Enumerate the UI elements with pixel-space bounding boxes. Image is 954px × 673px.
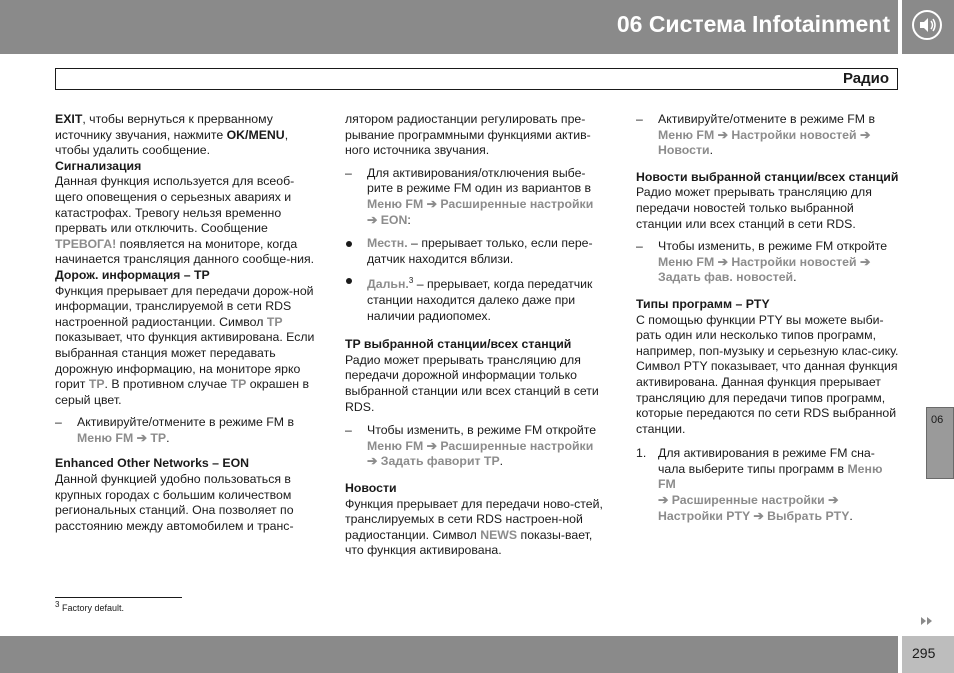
- page-number: 295: [912, 645, 936, 661]
- local-text: – прерывает только, если пере-датчик находится вблизи.: [367, 236, 593, 266]
- alarm-paragraph: [55, 174, 321, 268]
- path-segment: Настройки PTY: [658, 508, 750, 523]
- period: .: [499, 454, 504, 469]
- news-station-menu-path: [658, 255, 902, 286]
- tp-list-text: Активируйте/отмените в режиме FM в: [77, 415, 294, 430]
- arrow-icon: ➔: [426, 196, 437, 211]
- alarm-text-2: появляется на мониторе, когда начинается трансляция данного сообще-ния.: [55, 236, 315, 267]
- news-text-1: Функция прерывает для передачи ново-стей, транслируемых в сети RDS настроен-ной радиостанции. Символ: [345, 496, 603, 542]
- eon-heading: Enhanced Other Networks – EON: [55, 456, 250, 471]
- bullet-marker: [346, 278, 352, 284]
- pty-heading: Типы программ – PTY: [636, 296, 770, 311]
- tp-symbol: TP: [88, 377, 105, 392]
- chapter-tab-label: 06: [931, 414, 944, 426]
- arrow-icon: ➔: [860, 254, 871, 269]
- tp-symbol: TP: [230, 377, 247, 392]
- arrow-icon: ➔: [658, 493, 669, 508]
- tp-list-item: [55, 415, 321, 446]
- news-heading: Новости: [345, 480, 397, 495]
- eon-paragraph: Данной функцией удобно пользоваться в крупных городах с большим количеством региональных станций. Она позволяет по расстоянию между автомобилем и транс-: [55, 472, 294, 533]
- pty-menu-path: [658, 493, 902, 524]
- tp-station-paragraph: Радио может прерывать трансляцию для передачи дорожной информации только выбранной станции или всех станций в сети RDS.: [345, 352, 599, 414]
- speaker-icon: [912, 10, 942, 40]
- header-icon-box: [902, 0, 954, 54]
- section-header: [55, 68, 898, 90]
- local-label: Местн.: [367, 236, 408, 251]
- dash-marker: –: [55, 415, 62, 430]
- news-menu-path: [658, 128, 902, 159]
- tp-heading: Дорож. информация – TP: [55, 267, 210, 282]
- news-station-heading: Новости выбранной станции/всех станций: [636, 169, 899, 184]
- tp-text-2: показывает, что функция активирована. Если выбранная станция может передавать дорожную информацию, на мониторе ярко горит: [55, 330, 315, 392]
- news-station-list-text: Чтобы изменить, в режиме FM откройте: [658, 239, 888, 254]
- footnote: [55, 600, 124, 613]
- colon: :: [407, 212, 411, 227]
- bullet-distant: [345, 273, 611, 324]
- tp-station-list-text: Чтобы изменить, в режиме FM откройте: [367, 423, 597, 438]
- eon-list-item: [345, 166, 611, 228]
- pty-paragraph: С помощью функции PTY вы можете выби-рать один или несколько типов программ, например, поп-музыку и серьезную клас-сику. Символ PTY показывает, что данная функция активирована. Данная функция прерывает трансляцию для передачи типов программ, которые передаются по сети RDS выбранной станции.: [636, 312, 899, 436]
- arrow-icon: ➔: [753, 508, 764, 523]
- arrow-icon: ➔: [136, 430, 147, 445]
- path-segment: Расширенные настройки: [440, 438, 594, 453]
- alarm-label: ТРЕВОГА!: [55, 236, 117, 251]
- tp-paragraph: [55, 284, 321, 409]
- path-segment: Меню FM: [658, 461, 883, 492]
- arrow-icon: ➔: [717, 127, 728, 142]
- bullet-marker: [346, 241, 352, 247]
- path-segment: Задать фав. новостей: [658, 270, 794, 285]
- news-list-item: [636, 112, 902, 159]
- footnote-divider: [55, 597, 182, 598]
- period: .: [166, 430, 170, 445]
- eon-continued: лятором радиостанции регулировать пре-рывание программными функциями актив-ного источника звучания.: [345, 112, 591, 158]
- footnote-ref: 3: [408, 276, 414, 286]
- news-station-paragraph: Радио может прерывать трансляцию для передачи новостей только выбранной станции или всех станций в сети RDS.: [636, 185, 872, 231]
- arrow-icon: ➔: [367, 212, 378, 227]
- dash-marker: –: [345, 423, 352, 438]
- news-station-list-item: [636, 239, 902, 286]
- chapter-title: 06 Система Infotainment: [616, 11, 890, 37]
- distant-label: Дальн.: [367, 277, 409, 292]
- path-segment: Меню FM: [367, 196, 424, 211]
- path-segment: Расширенные настройки: [440, 196, 594, 211]
- header-bar: [0, 0, 898, 54]
- column-1: [55, 112, 321, 534]
- news-paragraph: [345, 497, 611, 559]
- period: .: [709, 143, 713, 158]
- eon-menu-path: [367, 197, 611, 228]
- bullet-local: [345, 236, 611, 267]
- path-segment: Настройки новостей: [731, 127, 857, 142]
- eon-list-text: Для активирования/отключения выбе-рите в режиме FM один из вариантов в: [367, 165, 592, 196]
- dash-marker: –: [636, 112, 643, 126]
- distant-text: – прерывает, когда передатчик станции находится далеко даже при наличии радиопомех.: [367, 277, 593, 323]
- path-segment: Меню FM: [77, 430, 134, 445]
- dash-marker: –: [345, 165, 352, 180]
- exit-text: , чтобы вернуться к прерванному источнику звучания, нажмите: [55, 112, 273, 142]
- path-segment: Меню FM: [367, 438, 424, 453]
- number-marker: 1.: [636, 446, 647, 461]
- pty-list-item: [636, 446, 902, 524]
- alarm-text-1: Данная функция используется для всеоб-щего оповещения о серьезных авариях и катастрофах. Тревогу нельзя временно прервать или отключить. Сообщение: [55, 174, 295, 236]
- path-segment: Расширенные настройки: [671, 493, 825, 508]
- path-segment: Задать фаворит TP: [380, 454, 500, 469]
- arrow-icon: ➔: [828, 493, 839, 508]
- tp-text-3: . В противном случае: [104, 377, 231, 392]
- news-list-text: Активируйте/отмените в режиме FM в: [658, 112, 875, 126]
- arrow-icon: ➔: [860, 127, 871, 142]
- exit-key: EXIT: [55, 112, 83, 126]
- path-segment: Меню FM: [658, 254, 715, 269]
- column-2: [345, 112, 611, 559]
- period: .: [849, 508, 853, 523]
- next-page-icon[interactable]: [920, 616, 934, 629]
- arrow-icon: ➔: [426, 438, 437, 453]
- tp-station-heading: TP выбранной станции/всех станций: [345, 337, 572, 352]
- section-title: Радио: [842, 70, 889, 87]
- path-segment: EON: [380, 212, 408, 227]
- news-text-2: показы-вает, что функция активирована.: [345, 527, 593, 558]
- tp-symbol: TP: [266, 314, 283, 329]
- column-3: [636, 112, 902, 524]
- tp-station-menu-path: [367, 439, 611, 470]
- path-segment: Настройки новостей: [731, 254, 857, 269]
- okmenu-key: OK/MENU: [226, 127, 285, 142]
- footer-bar: [0, 636, 898, 673]
- period: .: [793, 270, 797, 285]
- path-segment: Меню FM: [658, 127, 715, 142]
- alarm-heading: Сигнализация: [55, 158, 142, 173]
- footnote-text: Factory default.: [61, 603, 124, 613]
- path-segment: Новости: [658, 143, 710, 158]
- dash-marker: –: [636, 239, 643, 254]
- chapter-tab[interactable]: [926, 407, 954, 479]
- tp-menu-path: [77, 431, 321, 447]
- exit-text-2: , чтобы удалить сообщение.: [55, 127, 289, 158]
- footnote-number: 3: [55, 600, 60, 609]
- news-symbol: NEWS: [480, 527, 518, 542]
- arrow-icon: ➔: [717, 254, 728, 269]
- exit-paragraph: [55, 112, 321, 159]
- tp-text-4: окрашен в серый цвет.: [55, 377, 310, 407]
- path-segment: TP: [150, 430, 167, 445]
- pty-list-text: Для активирования в режиме FM сна-чала выберите типы программ в: [658, 446, 875, 476]
- tp-station-list-item: [345, 423, 611, 470]
- tp-text-1: Функция прерывает для передачи дорож-ной информации, транслируемой в сети RDS настроенной радиостанции. Символ: [55, 283, 314, 329]
- arrow-icon: ➔: [367, 454, 378, 469]
- path-segment: Выбрать PTY: [767, 508, 850, 523]
